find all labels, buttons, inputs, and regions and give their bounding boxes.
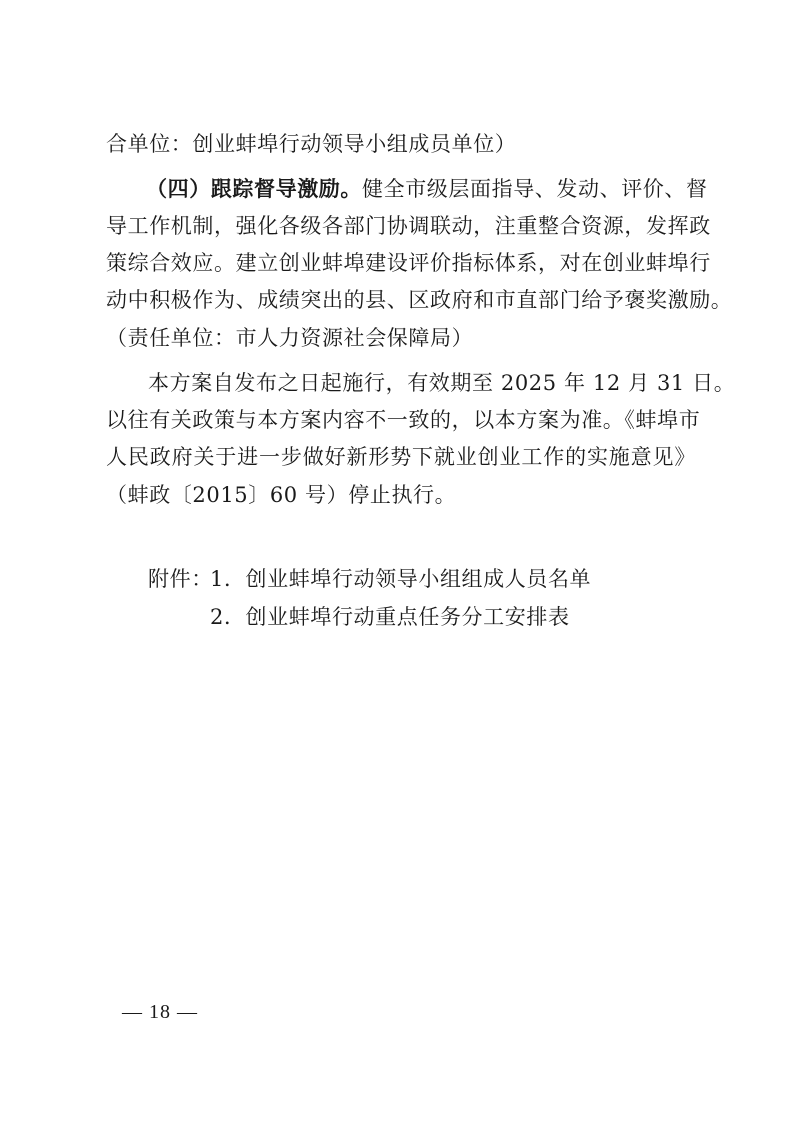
paragraph-text: 健全市级层面指导、发动、评价、督 bbox=[362, 177, 708, 201]
page-number: — 18 — bbox=[122, 1001, 198, 1023]
paragraph-line: （蚌政〔2015〕60 号）停止执行。 bbox=[106, 483, 457, 507]
attachments-label: 附件： bbox=[148, 567, 213, 591]
paragraph-line: （责任单位：市人力资源社会保障局） bbox=[106, 326, 474, 350]
paragraph-line: 导工作机制，强化各级各部门协调联动，注重整合资源，发挥政 bbox=[106, 214, 711, 238]
paragraph-line: 本方案自发布之日起施行，有效期至 2025 年 12 月 31 日。 bbox=[148, 371, 736, 395]
section-heading: （四）跟踪督导激励。 bbox=[146, 177, 362, 201]
paragraph-line: 人民政府关于进一步做好新形势下就业创业工作的实施意见》 bbox=[106, 445, 696, 469]
attachment-item: 2．创业蚌埠行动重点任务分工安排表 bbox=[210, 605, 570, 629]
paragraph-line: 以往有关政策与本方案内容不一致的，以本方案为准。《蚌埠市 bbox=[106, 408, 701, 432]
paragraph-line bbox=[106, 173, 708, 205]
paragraph-line: 策综合效应。建立创业蚌埠建设评价指标体系，对在创业蚌埠行 bbox=[106, 251, 711, 275]
attachment-item: 1．创业蚌埠行动领导小组组成人员名单 bbox=[210, 567, 592, 591]
paragraph-line: 动中积极作为、成绩突出的县、区政府和市直部门给予褒奖激励。 bbox=[106, 288, 733, 312]
paragraph-line: 合单位：创业蚌埠行动领导小组成员单位） bbox=[106, 132, 517, 156]
